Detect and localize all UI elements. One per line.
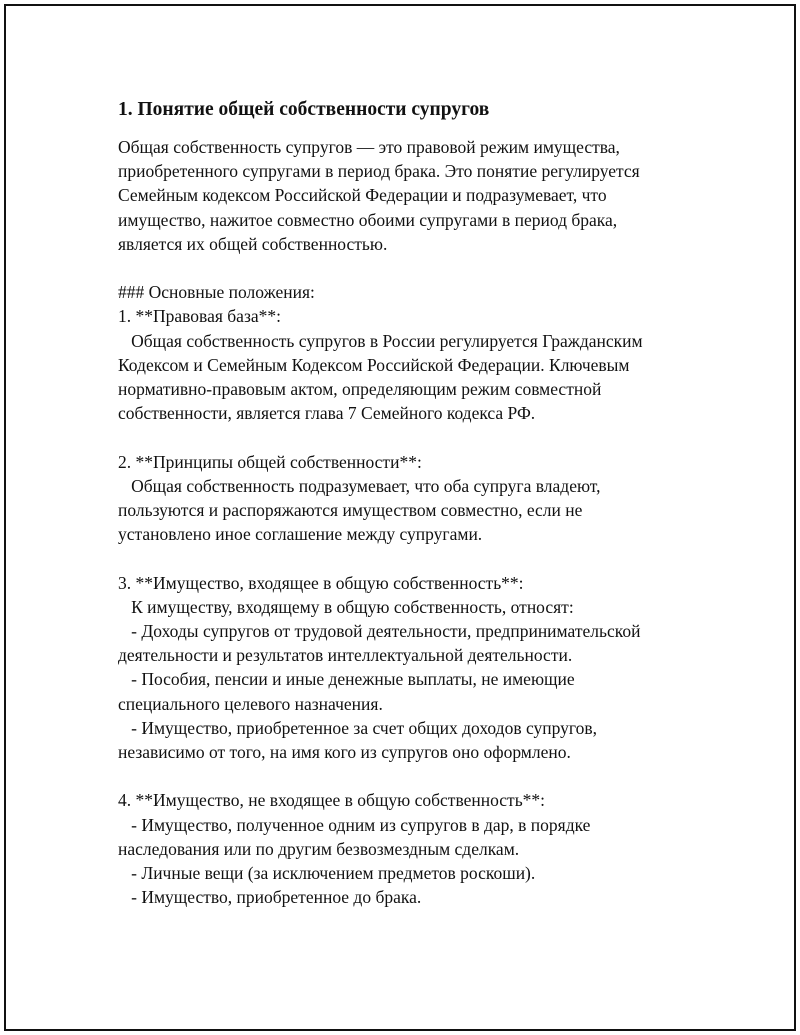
text-line: Общая собственность супругов в России регулируется Гражданским	[118, 330, 643, 351]
list-item-heading: 4. **Имущество, не входящее в общую собственность**:	[118, 790, 546, 811]
text-line: - Имущество, полученное одним из супругов в дар, в порядке	[118, 814, 591, 835]
intro-paragraph	[118, 135, 698, 256]
list-item-heading: 1. **Правовая база**:	[118, 306, 281, 327]
text-line: нормативно-правовым актом, определяющим режим совместной	[118, 379, 602, 400]
text-line: наследования или по другим безвозмездным сделкам.	[118, 838, 520, 859]
text-line: - Пособия, пенсии и иные денежные выплаты, не имеющие	[118, 669, 575, 690]
blank-line	[118, 256, 698, 280]
text-line: - Имущество, приобретенное за счет общих доходов супругов,	[118, 717, 598, 738]
text-line: установлено иное соглашение между супругами.	[118, 524, 483, 545]
text-line: пользуются и распоряжаются имуществом совместно, если не	[118, 500, 583, 521]
document-body	[118, 98, 698, 909]
text-line: специального целевого назначения.	[118, 693, 383, 714]
text-line: - Личные вещи (за исключением предметов роскоши).	[118, 863, 536, 884]
document-page	[4, 4, 796, 1031]
text-line: имущество, нажитое совместно обоими супругами в период брака,	[118, 209, 618, 230]
text-line: - Доходы супругов от трудовой деятельности, предпринимательской	[118, 621, 641, 642]
text-line: К имуществу, входящему в общую собственность, относят:	[118, 596, 574, 617]
list-item-principles	[118, 450, 698, 547]
list-item-included-property	[118, 571, 698, 765]
section-heading: ### Основные положения:	[118, 282, 315, 303]
text-line: деятельности и результатов интеллектуальной деятельности.	[118, 645, 573, 666]
text-line: - Имущество, приобретенное до брака.	[118, 887, 422, 908]
document-title: 1. Понятие общей собственности супругов	[118, 99, 490, 120]
blank-line	[118, 764, 698, 788]
text-line: Семейным кодексом Российской Федерации и подразумевает, что	[118, 185, 607, 206]
text-line: является их общей собственностью.	[118, 233, 388, 254]
blank-line	[118, 425, 698, 449]
list-item-legal-basis	[118, 304, 698, 425]
text-line: приобретенного супругами в период брака. Это понятие регулируется	[118, 161, 640, 182]
text-line: собственности, является глава 7 Семейного кодекса РФ.	[118, 403, 536, 424]
text-line: Общая собственность супругов — это правовой режим имущества,	[118, 137, 620, 157]
text-line: Общая собственность подразумевает, что оба супруга владеют,	[118, 475, 601, 496]
text-line: независимо от того, на имя кого из супругов оно оформлено.	[118, 742, 571, 763]
list-item-heading: 2. **Принципы общей собственности**:	[118, 451, 422, 472]
list-item-heading: 3. **Имущество, входящее в общую собственность**:	[118, 572, 524, 593]
blank-line	[118, 546, 698, 570]
text-line: Кодексом и Семейным Кодексом Российской Федерации. Ключевым	[118, 354, 630, 375]
list-item-excluded-property	[118, 788, 698, 909]
